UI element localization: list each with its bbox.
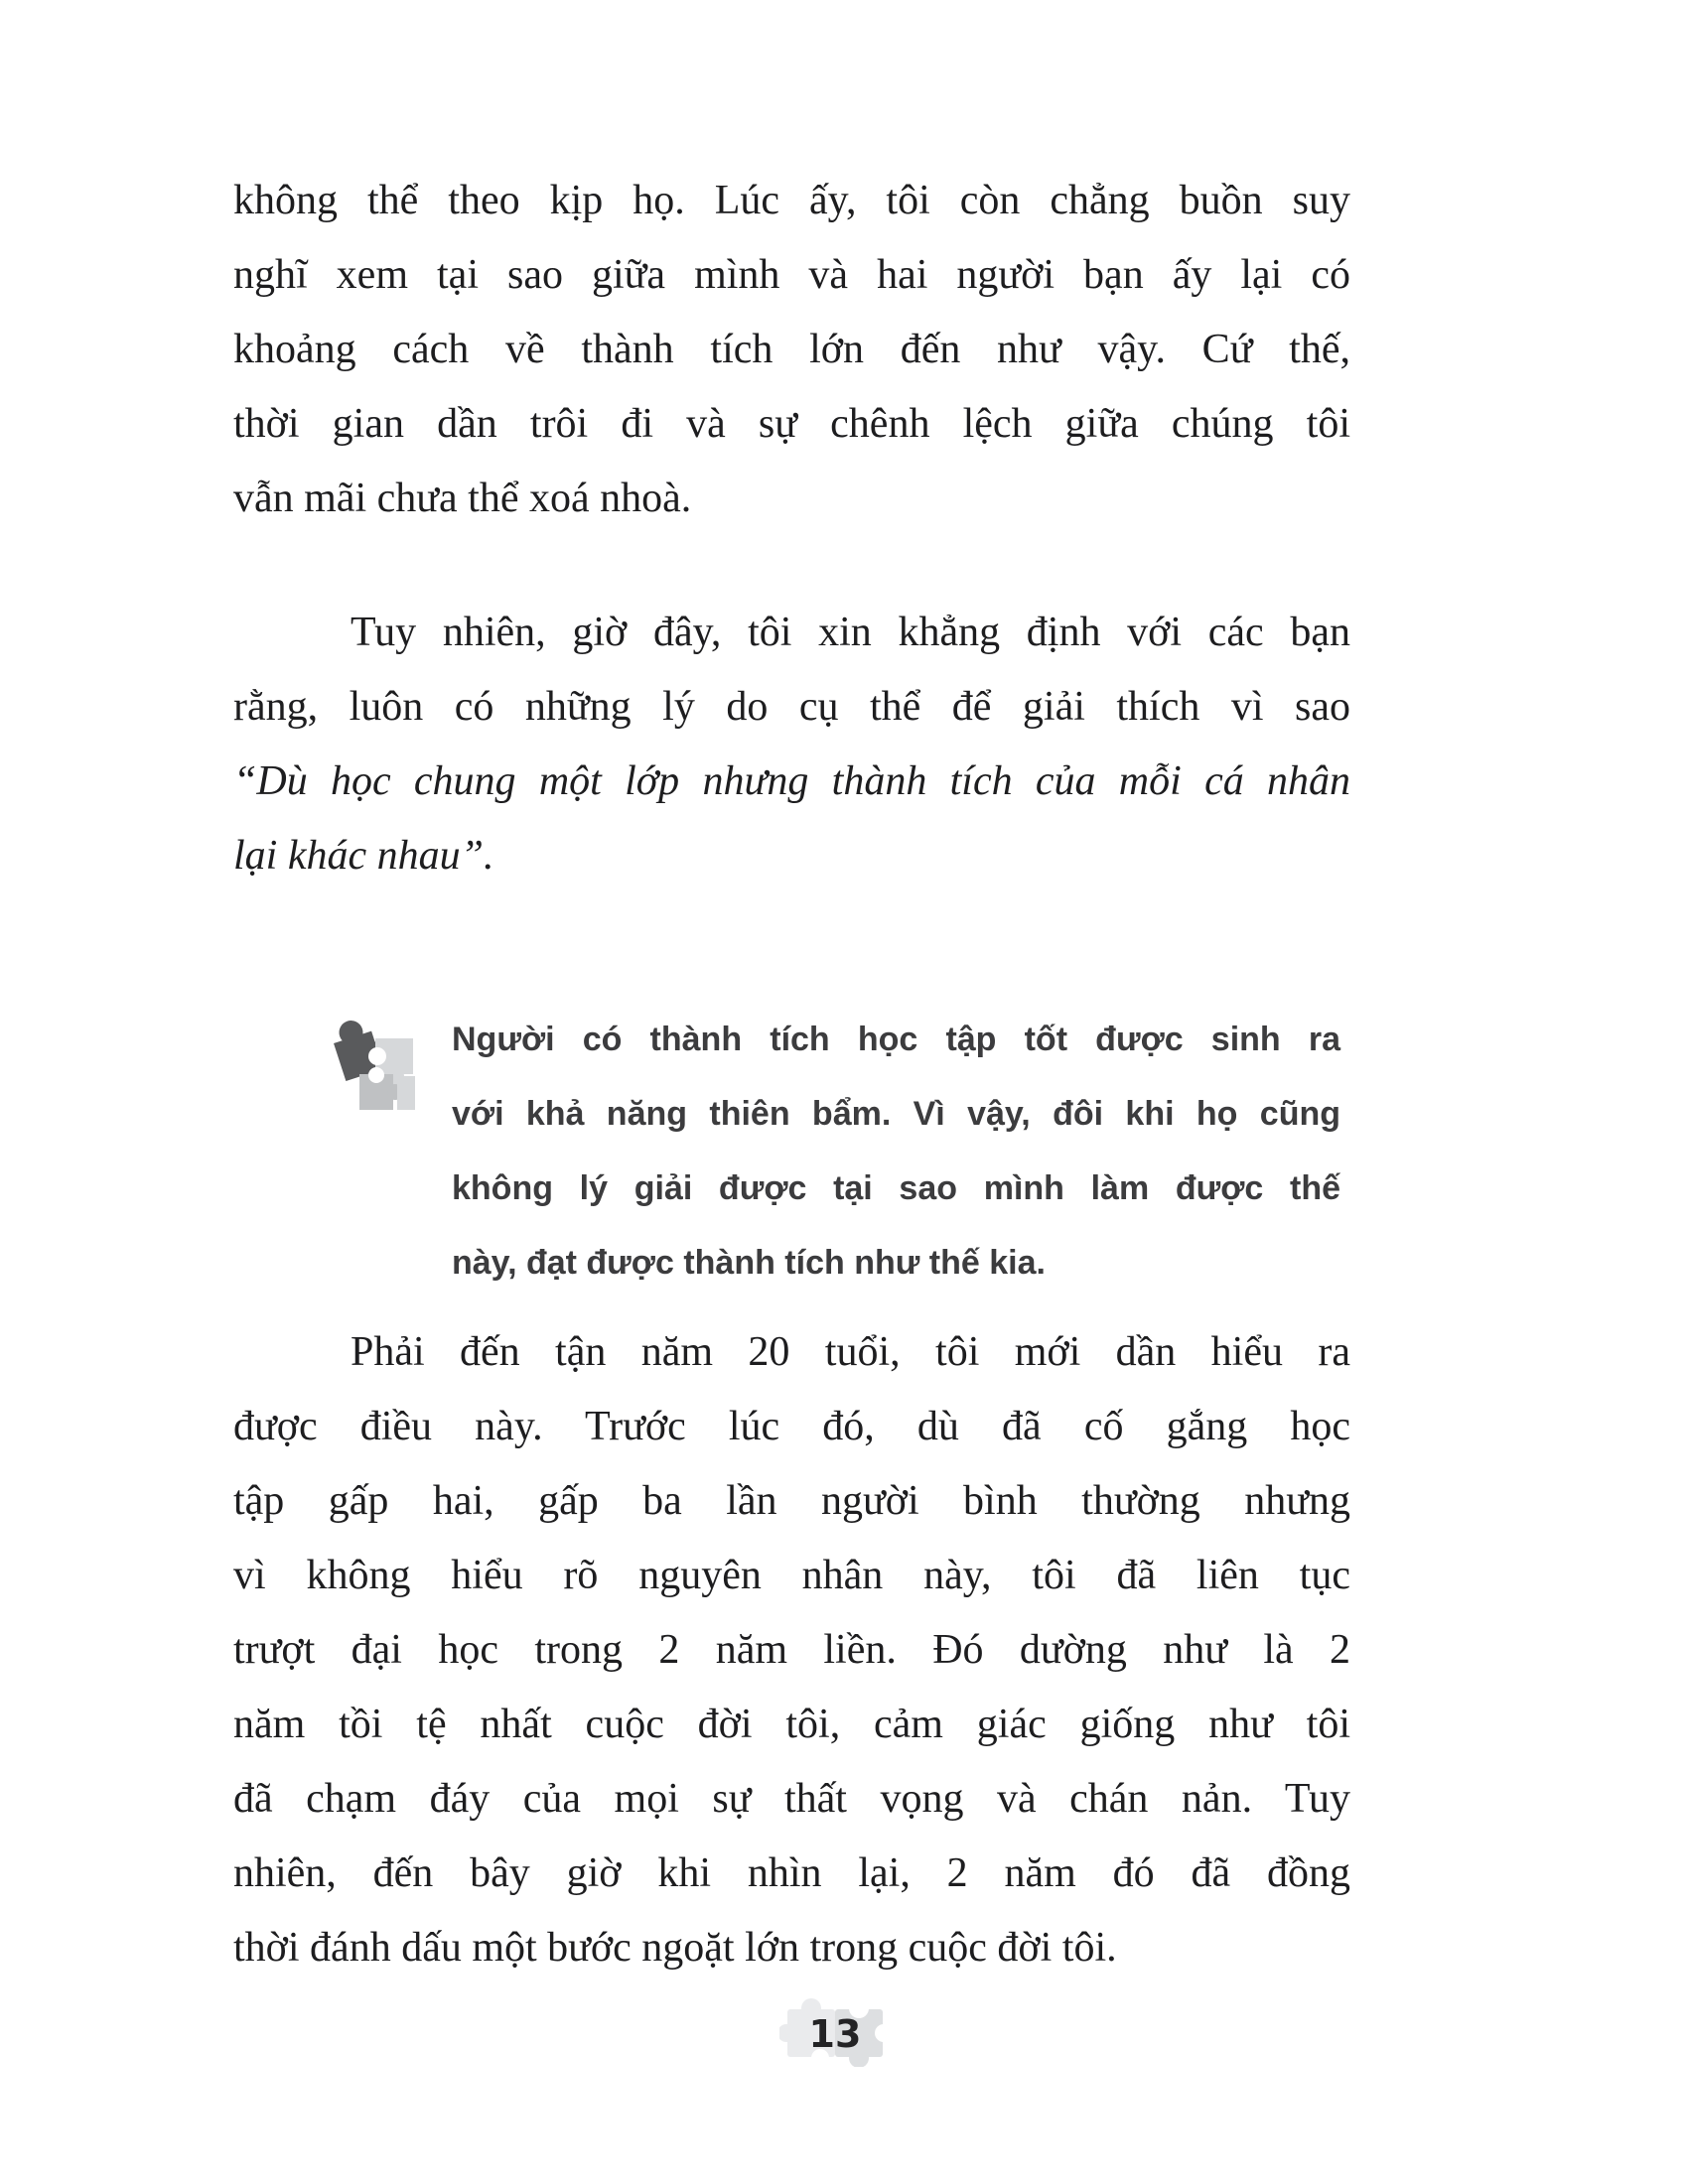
body-line: tập gấp hai, gấp ba lần người bình thường nhưng (233, 1478, 1350, 1524)
callout (452, 1003, 1340, 1300)
body-line: thời đánh dấu một bước ngoặt lớn trong cuộc đời tôi. (233, 1925, 1117, 1971)
quote-line: “Dù học chung một lớp nhưng thành tích của mỗi cá nhân (233, 758, 1350, 804)
quote-line: lại khác nhau”. (233, 833, 494, 879)
callout-line: này, đạt được thành tích như thế kia. (452, 1244, 1046, 1282)
body-line: nghĩ xem tại sao giữa mình và hai người bạn ấy lại có (233, 252, 1350, 298)
page-number: 13 (808, 2012, 862, 2056)
callout-line: Người có thành tích học tập tốt được sinh ra (452, 1021, 1340, 1058)
body-line: trượt đại học trong 2 năm liền. Đó dường như là 2 (233, 1627, 1350, 1673)
body-line: đã chạm đáy của mọi sự thất vọng và chán nản. Tuy (233, 1776, 1350, 1822)
body-line: năm tồi tệ nhất cuộc đời tôi, cảm giác giống như tôi (233, 1702, 1350, 1747)
body-line: Tuy nhiên, giờ đây, tôi xin khẳng định với các bạn (351, 610, 1350, 655)
body-line: Phải đến tận năm 20 tuổi, tôi mới dần hiểu ra (351, 1329, 1350, 1375)
page-footer (779, 1995, 899, 2070)
body-paragraph-2 (233, 596, 1350, 893)
puzzle-pieces-icon (324, 1009, 415, 1120)
body-line: vẫn mãi chưa thể xoá nhoà. (233, 476, 692, 521)
callout-line: không lý giải được tại sao mình làm được thế (452, 1169, 1340, 1207)
body-paragraph-1 (233, 164, 1350, 536)
body-line: rằng, luôn có những lý do cụ thể để giải thích vì sao (233, 684, 1350, 730)
body-line: thời gian dần trôi đi và sự chênh lệch giữa chúng tôi (233, 401, 1350, 447)
body-line: khoảng cách về thành tích lớn đến như vậy. Cứ thế, (233, 327, 1350, 372)
body-paragraph-3 (233, 1315, 1350, 1985)
callout-line: với khả năng thiên bẩm. Vì vậy, đôi khi họ cũng (452, 1095, 1340, 1133)
body-line: không thể theo kịp họ. Lúc ấy, tôi còn chẳng buồn suy (233, 178, 1350, 223)
body-line: được điều này. Trước lúc đó, dù đã cố gắng học (233, 1404, 1350, 1449)
body-line: nhiên, đến bây giờ khi nhìn lại, 2 năm đó đã đồng (233, 1850, 1350, 1896)
body-line: vì không hiểu rõ nguyên nhân này, tôi đã liên tục (233, 1553, 1350, 1598)
